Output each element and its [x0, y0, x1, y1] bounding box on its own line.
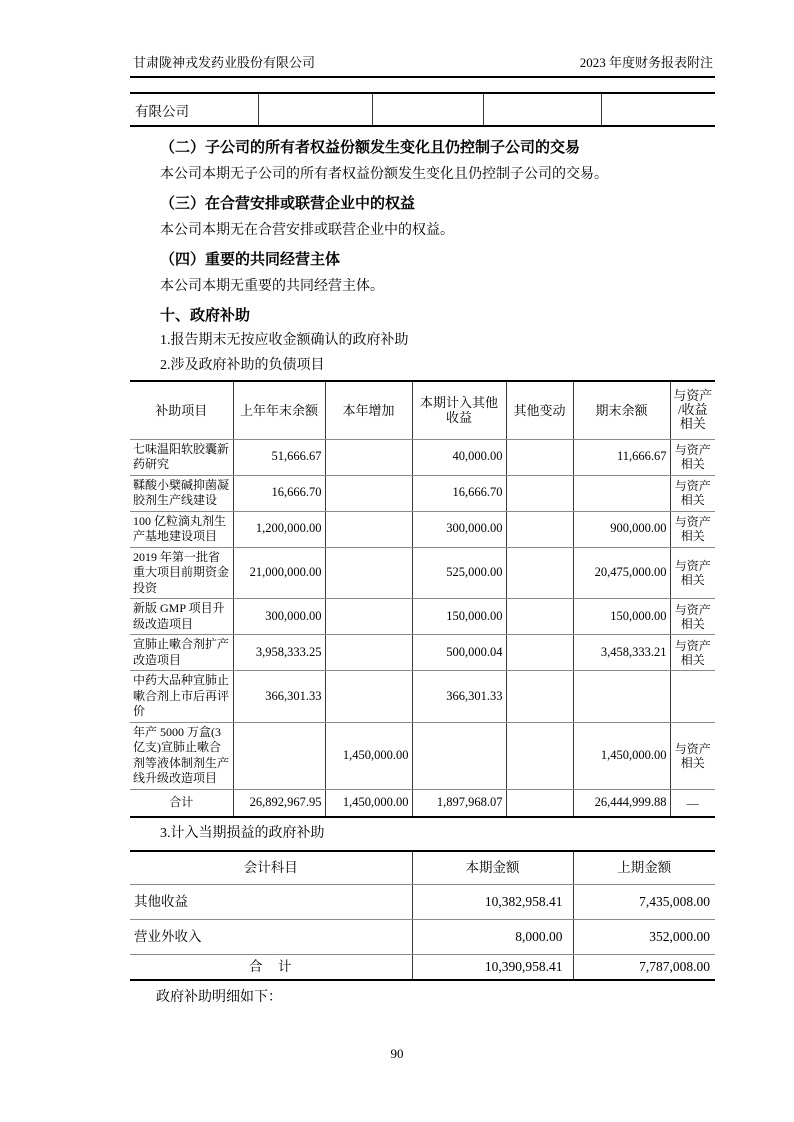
column-header-related: [670, 381, 715, 439]
amount-cell: 26,444,999.88: [573, 789, 670, 817]
amount-cell: 300,000.00: [412, 511, 506, 547]
grant-profit-table: [130, 850, 715, 981]
amount-cell: [506, 789, 573, 817]
amount-cell: [412, 722, 506, 789]
column-header: 本期计入其他收益: [412, 381, 506, 439]
column-header: 本期金额: [412, 851, 573, 885]
amount-cell: [325, 635, 412, 671]
table-row: [130, 919, 715, 954]
project-name-cell: 新版 GMP 项目升级改造项目: [130, 599, 233, 635]
section-title-gov-grant: 十、政府补助: [160, 307, 251, 324]
amount-cell: 3,958,333.25: [233, 635, 325, 671]
company-name: 甘肃陇神戎发药业股份有限公司: [133, 55, 316, 70]
project-name-cell: 100 亿粒滴丸剂生产基地建设项目: [130, 511, 233, 547]
grant-liability-table: [130, 380, 715, 818]
page-content: [130, 55, 715, 1006]
amount-cell: 11,666.67: [573, 439, 670, 475]
column-header: 本年增加: [325, 381, 412, 439]
column-header: 上期金额: [573, 851, 715, 885]
table-row: [130, 475, 715, 511]
column-header-related-line: 与资产: [673, 388, 713, 404]
amount-cell: [325, 599, 412, 635]
amount-cell: [325, 671, 412, 723]
table-row: [130, 547, 715, 599]
amount-cell: 366,301.33: [233, 671, 325, 723]
amount-cell: [325, 439, 412, 475]
amount-cell: [325, 547, 412, 599]
amount-cell: 16,666.70: [412, 475, 506, 511]
column-header-related-line: 相关: [679, 416, 706, 432]
column-header-related-line: /收益: [677, 402, 708, 418]
amount-cell: 1,450,000.00: [325, 722, 412, 789]
total-label-cell: 合 计: [130, 954, 412, 980]
amount-cell: 7,435,008.00: [573, 884, 715, 919]
amount-cell: [233, 722, 325, 789]
doc-title: 2023 年度财务报表附注: [579, 55, 713, 70]
amount-cell: [506, 722, 573, 789]
section-body-joint-operation: 本公司本期无重要的共同经营主体。: [160, 279, 384, 294]
table-cell: 有限公司: [130, 93, 258, 126]
project-name-cell: 鞣酸小檗碱抑菌凝胶剂生产线建设: [130, 475, 233, 511]
amount-cell: [573, 475, 670, 511]
column-header: 补助项目: [130, 381, 233, 439]
column-header: 上年年末余额: [233, 381, 325, 439]
table-cell: [372, 93, 483, 126]
amount-cell: 1,450,000.00: [325, 789, 412, 817]
table-row: [130, 439, 715, 475]
total-label-cell: 合计: [130, 789, 233, 817]
gov-grant-item-3: 3.计入当期损益的政府补助: [160, 825, 325, 841]
amount-cell: [506, 475, 573, 511]
amount-cell: [506, 635, 573, 671]
amount-cell: 3,458,333.21: [573, 635, 670, 671]
gov-grant-item-2: 2.涉及政府补助的负债项目: [160, 358, 325, 373]
amount-cell: 150,000.00: [573, 599, 670, 635]
table-row: [130, 599, 715, 635]
amount-cell: 20,475,000.00: [573, 547, 670, 599]
amount-cell: 40,000.00: [412, 439, 506, 475]
amount-cell: 10,390,958.41: [412, 954, 573, 980]
header-rule: [130, 76, 715, 78]
page-number: 90: [390, 1046, 404, 1061]
table-row: [130, 635, 715, 671]
amount-cell: 300,000.00: [233, 599, 325, 635]
project-name-cell: 中药大品种宣肺止嗽合剂上市后再评价: [130, 671, 233, 723]
table-cell: [258, 93, 372, 126]
table-total-row: [130, 789, 715, 817]
project-name-cell: 宣肺止嗽合剂扩产改造项目: [130, 635, 233, 671]
amount-cell: 1,450,000.00: [573, 722, 670, 789]
table-total-row: [130, 954, 715, 980]
project-name-cell: 七味温阳软胶囊新药研究: [130, 439, 233, 475]
amount-cell: [506, 547, 573, 599]
table-row: [130, 671, 715, 723]
account-name-cell: 营业外收入: [130, 919, 412, 954]
amount-cell: 366,301.33: [412, 671, 506, 723]
account-name-cell: 其他收益: [130, 884, 412, 919]
amount-cell: 51,666.67: [233, 439, 325, 475]
amount-cell: [325, 511, 412, 547]
amount-cell: 26,892,967.95: [233, 789, 325, 817]
table-cell: [601, 93, 715, 126]
table-row: [130, 884, 715, 919]
amount-cell: [325, 475, 412, 511]
related-type-cell: 与资产相关: [670, 475, 715, 511]
amount-cell: 1,897,968.07: [412, 789, 506, 817]
section-body-sub-change: 本公司本期无子公司的所有者权益份额发生变化且仍控制子公司的交易。: [160, 167, 608, 182]
column-header: 期末余额: [573, 381, 670, 439]
table-header-row: [130, 851, 715, 885]
amount-cell: 352,000.00: [573, 919, 715, 954]
amount-cell: [506, 671, 573, 723]
project-name-cell: 年产 5000 万盒(3亿支)宣肺止嗽合剂等液体制剂生产线升级改造项目: [130, 722, 233, 789]
amount-cell: [573, 671, 670, 723]
amount-cell: 150,000.00: [412, 599, 506, 635]
table-row: [130, 722, 715, 789]
amount-cell: 500,000.04: [412, 635, 506, 671]
amount-cell: 900,000.00: [573, 511, 670, 547]
continued-table: [130, 92, 715, 127]
related-type-cell: —: [670, 789, 715, 817]
amount-cell: [506, 511, 573, 547]
page-header: [130, 55, 715, 71]
related-type-cell: 与资产相关: [670, 599, 715, 635]
table-cell: [483, 93, 601, 126]
amount-cell: 1,200,000.00: [233, 511, 325, 547]
column-header: 会计科目: [130, 851, 412, 885]
related-type-cell: 与资产相关: [670, 635, 715, 671]
table-row: [130, 511, 715, 547]
related-type-cell: 与资产相关: [670, 547, 715, 599]
amount-cell: 525,000.00: [412, 547, 506, 599]
project-name-cell: 2019 年第一批省重大项目前期资金投资: [130, 547, 233, 599]
amount-cell: 10,382,958.41: [412, 884, 573, 919]
amount-cell: [506, 439, 573, 475]
amount-cell: 21,000,000.00: [233, 547, 325, 599]
section-body-joint-venture: 本公司本期无在合营安排或联营企业中的权益。: [160, 223, 454, 238]
section-title-joint-operation: （四）重要的共同经营主体: [160, 251, 341, 268]
table-header-row: [130, 381, 715, 439]
related-type-cell: 与资产相关: [670, 439, 715, 475]
related-type-cell: 与资产相关: [670, 722, 715, 789]
related-type-cell: 与资产相关: [670, 511, 715, 547]
section-title-joint-venture: （三）在合营安排或联营企业中的权益: [160, 195, 416, 212]
gov-grant-item-1: 1.报告期末无按应收金额确认的政府补助: [160, 333, 409, 348]
amount-cell: 16,666.70: [233, 475, 325, 511]
section-title-sub-change: （二）子公司的所有者权益份额发生变化且仍控制子公司的交易: [160, 139, 581, 156]
amount-cell: 8,000.00: [412, 919, 573, 954]
related-type-cell: [670, 671, 715, 723]
amount-cell: 7,787,008.00: [573, 954, 715, 980]
grant-detail-note: 政府补助明细如下：: [156, 989, 282, 1005]
amount-cell: [506, 599, 573, 635]
column-header: 其他变动: [506, 381, 573, 439]
table-row: [130, 93, 715, 126]
